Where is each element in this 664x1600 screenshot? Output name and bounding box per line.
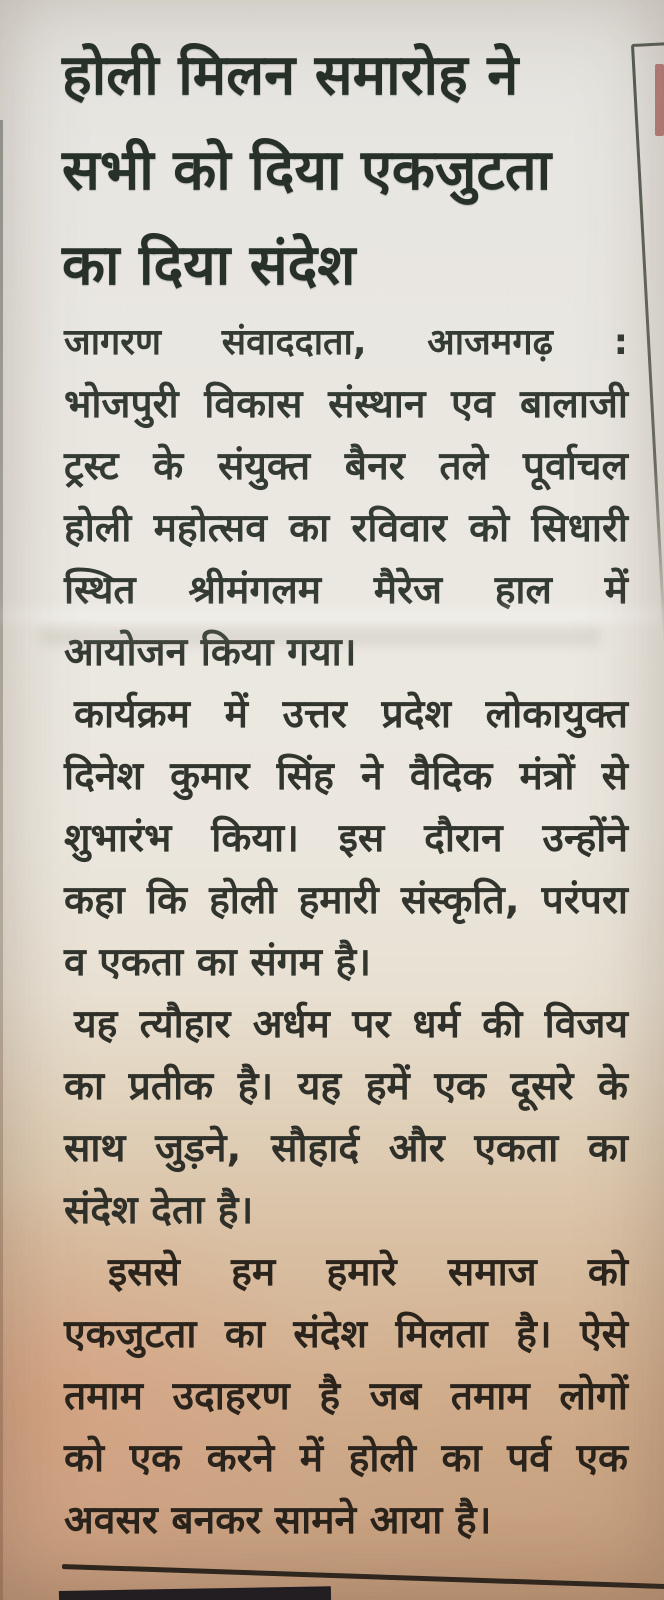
headline-line-3: का दिया संदेश [62,233,356,298]
body-line: को एक करने में होली का पर्व एक [64,1436,628,1481]
body-line: साथ जुड़ने, सौहार्द और एकता का [64,1126,628,1171]
photo-left-edge-shadow [0,120,3,1600]
adjacent-column-pink-mark [655,64,664,136]
body-line: कार्यक्रम में उत्तर प्रदेश लोकायुक्त [74,692,628,737]
body-line: व एकता का संगम है। [64,940,372,985]
body-line: का प्रतीक है। यह हमें एक दूसरे के [64,1064,628,1109]
paper-crease-smudge [40,628,600,646]
body-line: अवसर बनकर सामने आया है। [64,1498,492,1543]
article-headline [62,28,628,313]
body-line: ट्रस्ट के संयुक्त बैनर तले पूर्वाचल [64,444,628,489]
body-line: दिनेश कुमार सिंह ने वैदिक मंत्रों से [64,754,628,799]
next-article-bar [59,1586,331,1600]
article-body [64,312,628,1552]
dateline: जागरण संवाददाता, आजमगढ़ : [64,322,628,363]
body-line: एकजुटता का संदेश मिलता है। ऐसे [64,1312,628,1357]
body-line: संदेश देता है। [64,1188,254,1233]
body-line: होली महोत्सव का रविवार को सिधारी [64,506,628,551]
body-line: इससे हम हमारे समाज को [108,1250,628,1295]
body-line: कहा कि होली हमारी संस्कृति, परंपरा [64,878,628,923]
headline-line-2: सभी को दिया एकजुटता [62,138,552,203]
body-line: भोजपुरी विकास संस्थान एव बालाजी [64,382,628,427]
article-separator-rule [62,1564,664,1589]
body-line: स्थित श्रीमंगलम मैरेज हाल में [64,568,628,613]
adjacent-column-border-top [632,42,664,47]
headline-line-1: होली मिलन समारोह ने [62,43,519,108]
body-line: तमाम उदाहरण है जब तमाम लोगों [64,1374,628,1419]
paper-crease-highlight [0,608,664,622]
body-line: यह त्यौहार अर्धम पर धर्म की विजय [74,1002,628,1047]
body-line: शुभारंभ किया। इस दौरान उन्होंने [64,816,628,861]
body-line: आयोजन किया गया। [64,630,357,675]
